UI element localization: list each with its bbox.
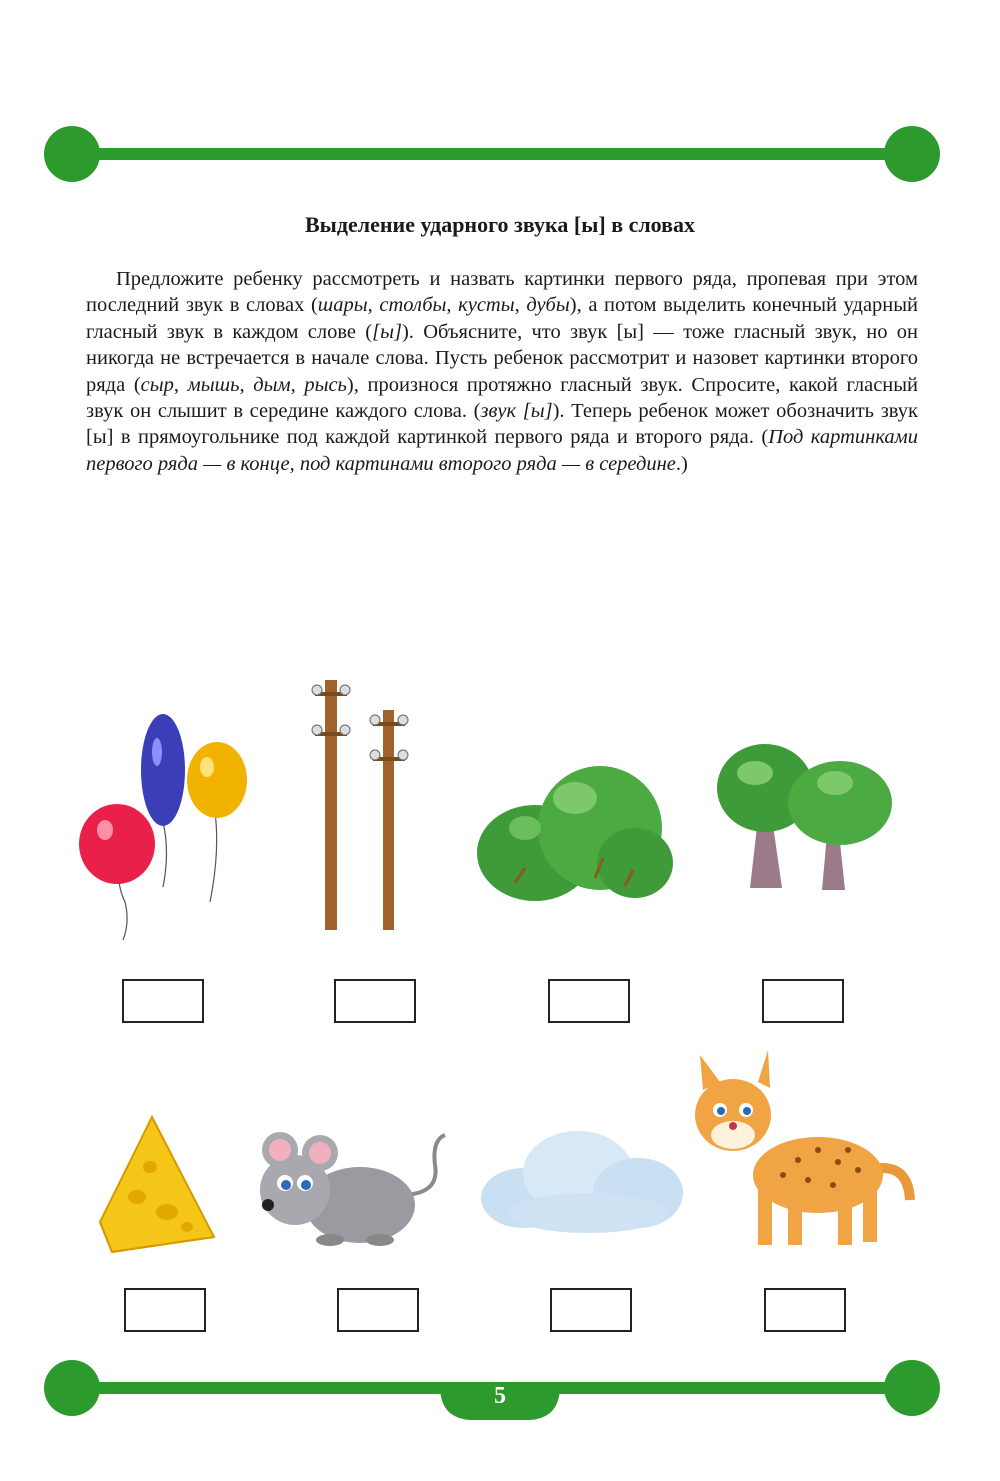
italic-run: рысь [304, 373, 347, 396]
text-run: ), произнося протяжно гласный звук. Спросите, какой гласный звук он слышит в середине каждого слова. ( [86, 373, 919, 423]
text-run: Предложите ребенку рассмотреть и назвать картинки первого ряда, пропевая при этом последний звук в словах ( [86, 268, 918, 317]
answer-box-oak-trees[interactable] [762, 979, 844, 1023]
text-run: .) [675, 452, 688, 475]
italic-run: сыр [140, 373, 174, 396]
italic-run: кусты [458, 294, 515, 317]
bushes-icon [475, 758, 675, 908]
text-run: , [290, 373, 305, 396]
italic-run: Под картинками первого ряда — в конце, под картинами второго ряда — в середине [86, 426, 918, 475]
answer-box-mouse[interactable] [337, 1288, 419, 1332]
italic-run: [ы] [372, 320, 402, 343]
answer-box-lynx[interactable] [764, 1288, 846, 1332]
italic-run: дубы [526, 294, 570, 317]
text-run: , [239, 373, 254, 396]
answer-box-poles[interactable] [334, 979, 416, 1023]
poles-icon [305, 672, 425, 937]
text-run: , [367, 294, 380, 317]
italic-run: шары [317, 294, 368, 317]
answer-box-balloons[interactable] [122, 979, 204, 1023]
text-run: ). Теперь ребенок может обозначить звук [ы] в прямоугольнике под каждой картинкой первого ряда и второго ряда. ( [86, 400, 918, 449]
text-run: , [514, 294, 527, 317]
answer-box-cheese[interactable] [124, 1288, 206, 1332]
lynx-icon [688, 1050, 918, 1265]
cheese-icon [92, 1112, 222, 1262]
text-run: ), а потом выделить конечный ударный гласный звук в каждом слове ( [86, 294, 919, 343]
answer-box-smoke[interactable] [550, 1288, 632, 1332]
italic-run: звук [ы] [480, 400, 553, 423]
italic-run: дым [253, 373, 291, 396]
answer-box-bushes[interactable] [548, 979, 630, 1023]
page-number: 5 [494, 1383, 506, 1409]
instruction-paragraph [86, 266, 918, 477]
italic-run: мышь [187, 373, 240, 396]
mouse-icon [240, 1125, 460, 1260]
page-title: Выделение ударного звука [ы] в словах [304, 212, 696, 237]
text-run: , [173, 373, 188, 396]
text-run: ). Объясните, что звук [ы] — тоже гласный звук, но он никогда не встречается в начале слова. Пусть ребенок рассмотрит и назовет картинки второго ряда ( [86, 320, 918, 396]
italic-run: столбы [379, 294, 447, 317]
smoke-cloud-icon [478, 1118, 688, 1243]
balloons-icon [75, 712, 255, 947]
text-run: , [446, 294, 459, 317]
oak-trees-icon [710, 738, 900, 903]
top-decorative-rule [0, 116, 1000, 196]
